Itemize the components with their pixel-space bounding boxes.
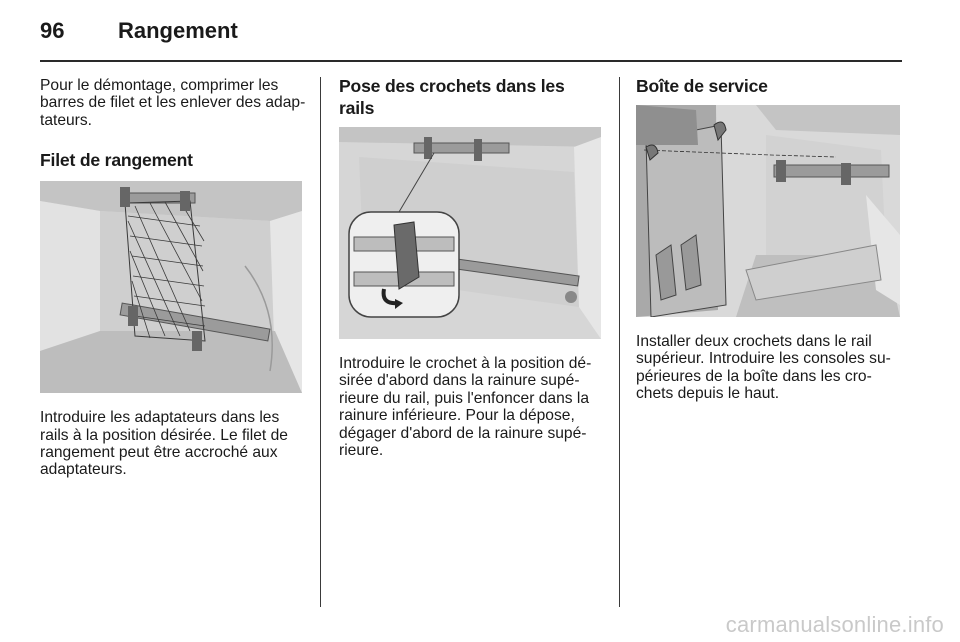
net-instructions: Introduire les adaptateurs dans les rails à la position désirée. Le filet de rangement peut être accroché aux adaptateurs. bbox=[40, 409, 288, 479]
section-heading-hooks: Pose des crochets dans les rails bbox=[339, 76, 565, 118]
column-service-box bbox=[636, 73, 902, 403]
dismount-instructions: Pour le démontage, comprimer les barres de filet et les enlever des adaptateurs. bbox=[40, 77, 306, 129]
page-title: Rangement bbox=[118, 18, 238, 43]
column-divider-2 bbox=[619, 77, 620, 607]
section-heading-net: Filet de rangement bbox=[40, 150, 193, 171]
column-divider-1 bbox=[320, 77, 321, 607]
service-box-instructions: Installer deux crochets dans le rail supérieur. Introduire les consoles supérieures de la boîte dans les crochets depuis le haut. bbox=[636, 333, 891, 403]
hook-instructions: Introduire le crochet à la position désirée d'abord dans la rainure supérieure du rail, puis l'enfoncer dans la rainure inférieure. Pour la dépose, dégager d'abord de la rainure supérieure. bbox=[339, 355, 592, 460]
column-net-storage bbox=[40, 73, 306, 479]
page-header bbox=[40, 16, 902, 50]
column-hooks-in-rails bbox=[339, 73, 603, 459]
watermark: carmanualsonline.info bbox=[725, 612, 944, 637]
header-rule bbox=[40, 60, 902, 62]
page-number: 96 bbox=[40, 18, 65, 43]
section-heading-service-box: Boîte de service bbox=[636, 76, 768, 96]
net-storage-illustration bbox=[40, 181, 302, 393]
hooks-rail-illustration bbox=[339, 127, 601, 339]
service-box-illustration bbox=[636, 105, 900, 317]
